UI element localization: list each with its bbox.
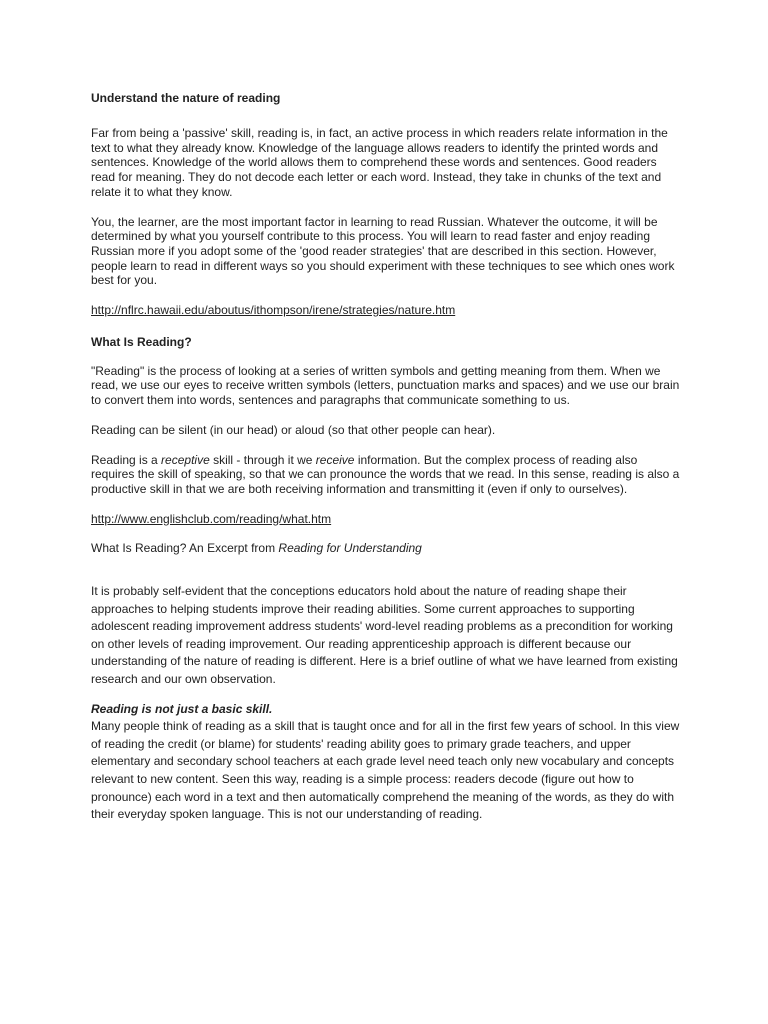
paragraph-conceptions: It is probably self-evident that the conceptions educators hold about the nature of reading shape their approaches to helping students improve their reading abilities. Some current approaches to supporting adolescent reading improvement address students' word-level reading problems as a precondition for working on other levels of reading improvement. Our reading apprenticeship approach is different because our understanding of the nature of reading is different. Here is a brief outline of what we have learned from existing research and our own observation. (91, 584, 678, 687)
receptive-text-3: information. But the complex process of reading also requires the skill of speaking, so that we can pronounce the words that we read. In this sense, reading is also a productive skill in that we are both receiving information and transmitting it (even if only to ourselves). (91, 452, 680, 496)
receive-italic: receive (315, 452, 355, 467)
receptive-text-1: Reading is a (91, 452, 162, 467)
englishclub-link-paragraph (91, 512, 681, 527)
paragraph-receptive-skill (91, 453, 681, 497)
paragraph-basic-skill-view: Many people think of reading as a skill that is taught once and for all in the first few years of school. In this view of reading the credit (or blame) for students' reading ability goes to primary grade teachers, and upper elementary and secondary school teachers at each grade level need teach only new vocabulary and concepts relevant to new content. Seen this way, reading is a simple process: readers decode (figure out how to pronounce) each word in a text and then automatically comprehend the meaning of the words, as they do with their everyday spoken language. This is not our understanding of reading. (91, 719, 680, 822)
nflrc-source-link[interactable]: http://nflrc.hawaii.edu/aboutus/ithompson/irene/strategies/nature.htm (91, 303, 456, 318)
englishclub-source-link[interactable]: http://www.englishclub.com/reading/what.htm (91, 511, 332, 526)
excerpt-title (91, 541, 681, 556)
receptive-italic: receptive (161, 452, 210, 467)
paragraph-active-process: Far from being a 'passive' skill, reading is, in fact, an active process in which readers relate information in the text to what they already know. Knowledge of the language allows readers to identify the printed words and sentences. Knowledge of the world allows them to comprehend these words and sentences. Good readers read for meaning. They do not decode each letter or each word. Instead, they take in chunks of the text and relate it to what they know. (91, 126, 668, 199)
excerpt-title-plain: What Is Reading? An Excerpt from (91, 541, 279, 556)
receptive-text-2: skill - through it we (209, 452, 316, 467)
nflrc-link-paragraph (91, 303, 681, 318)
excerpt-title-book: Reading for Understanding (278, 541, 422, 556)
subheading-not-basic-skill: Reading is not just a basic skill. (91, 701, 273, 716)
section-heading-nature-of-reading: Understand the nature of reading (91, 91, 281, 105)
section-heading-what-is-reading: What Is Reading? (91, 334, 192, 349)
document-page (91, 88, 681, 824)
paragraph-silent-aloud: Reading can be silent (in our head) or aloud (so that other people can hear). (91, 422, 496, 437)
paragraph-learner-factor: You, the learner, are the most important factor in learning to read Russian. Whatever the outcome, it will be determined by what you yourself contribute to this process. You will learn to read faster and enjoy reading Russian more if you adopt some of the 'good reader strategies' that are described in this section. However, people learn to read in different ways so you should experiment with these techniques to see which ones work best for you. (91, 214, 675, 288)
paragraph-reading-definition: "Reading" is the process of looking at a series of written symbols and getting meaning from them. When we read, we use our eyes to receive written symbols (letters, punctuation marks and spaces) and we use our brain to convert them into words, sentences and paragraphs that communicate something to us. (91, 363, 680, 408)
